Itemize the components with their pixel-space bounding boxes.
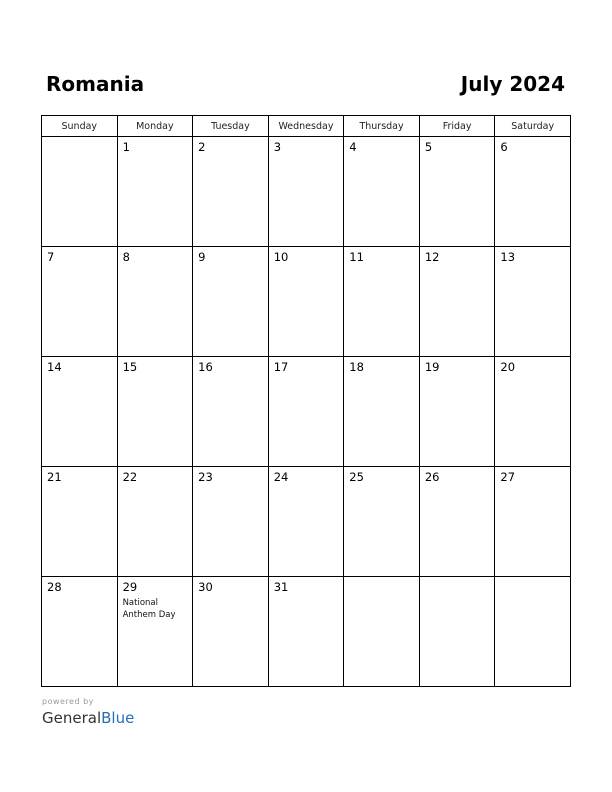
day-number: 13	[500, 250, 516, 264]
day-cell	[419, 577, 495, 687]
day-number: 18	[349, 360, 364, 374]
day-cell	[495, 357, 571, 467]
day-cell	[495, 247, 571, 357]
weekday-thursday: Thursday	[344, 116, 420, 137]
week-row	[42, 357, 571, 467]
day-cell	[193, 357, 269, 467]
weekday-saturday: Saturday	[495, 116, 571, 137]
day-number: 31	[273, 580, 289, 594]
calendar-grid	[41, 115, 571, 687]
day-number: 14	[47, 360, 62, 374]
day-cell	[344, 137, 420, 247]
day-number: 28	[47, 580, 62, 594]
day-number: 2	[198, 140, 206, 154]
day-number: 5	[424, 140, 433, 154]
month-title: July 2024	[460, 72, 565, 96]
day-cell	[117, 357, 193, 467]
powered-by-text: powered by	[42, 697, 94, 706]
weekday-friday: Friday	[419, 116, 495, 137]
day-cell	[268, 467, 344, 577]
day-number: 11	[349, 250, 364, 264]
day-number: 7	[47, 250, 55, 264]
day-number: 26	[424, 470, 440, 484]
day-number: 15	[122, 360, 138, 374]
day-number: 6	[500, 140, 508, 154]
day-number	[344, 577, 419, 581]
day-cell	[419, 357, 495, 467]
day-cell	[117, 137, 193, 247]
day-cell	[344, 467, 420, 577]
day-cell	[42, 467, 118, 577]
day-cell	[193, 247, 269, 357]
day-number: 23	[198, 470, 213, 484]
day-cell	[268, 247, 344, 357]
day-cell	[495, 137, 571, 247]
weekday-header-row	[42, 116, 571, 137]
day-cell	[268, 577, 344, 687]
holiday-label: National Anthem Day	[122, 598, 176, 620]
day-number: 16	[198, 360, 213, 374]
day-cell	[419, 247, 495, 357]
day-cell	[117, 247, 193, 357]
day-number: 10	[273, 250, 289, 264]
day-cell	[42, 577, 118, 687]
day-cell	[42, 357, 118, 467]
day-number: 20	[500, 360, 516, 374]
day-cell	[495, 467, 571, 577]
day-number: 24	[273, 470, 289, 484]
weekday-monday: Monday	[117, 116, 193, 137]
day-number	[495, 577, 570, 581]
day-cell	[268, 357, 344, 467]
day-number: 17	[273, 360, 289, 374]
generalblue-branding	[42, 696, 134, 727]
day-number: 8	[122, 250, 130, 264]
day-number: 22	[122, 470, 138, 484]
day-number: 19	[424, 360, 440, 374]
day-number: 29	[122, 580, 138, 594]
day-number	[420, 577, 495, 581]
day-cell	[117, 577, 193, 687]
day-cell	[344, 357, 420, 467]
day-cell	[344, 577, 420, 687]
day-cell	[42, 247, 118, 357]
day-number	[42, 137, 117, 141]
day-number: 9	[198, 250, 206, 264]
day-number: 12	[424, 250, 440, 264]
day-cell	[419, 467, 495, 577]
day-cell	[495, 577, 571, 687]
day-number: 25	[349, 470, 364, 484]
day-cell	[42, 137, 118, 247]
day-cell	[344, 247, 420, 357]
generalblue-logo	[42, 709, 134, 727]
day-number: 21	[47, 470, 62, 484]
day-cell	[193, 137, 269, 247]
week-row	[42, 247, 571, 357]
day-cell	[117, 467, 193, 577]
day-number: 30	[198, 580, 213, 594]
brand-general-text: General	[42, 709, 102, 727]
weekday-sunday: Sunday	[42, 116, 118, 137]
country-title: Romania	[46, 72, 145, 96]
day-number: 3	[273, 140, 282, 154]
week-row	[42, 137, 571, 247]
brand-blue-text: Blue	[101, 709, 135, 727]
week-row	[42, 467, 571, 577]
day-number: 27	[500, 470, 516, 484]
weekday-wednesday: Wednesday	[268, 116, 344, 137]
day-number: 4	[349, 140, 357, 154]
day-cell	[268, 137, 344, 247]
day-cell	[419, 137, 495, 247]
day-cell	[193, 577, 269, 687]
weekday-tuesday: Tuesday	[193, 116, 269, 137]
day-cell	[193, 467, 269, 577]
day-number: 1	[122, 140, 130, 154]
week-row	[42, 577, 571, 687]
